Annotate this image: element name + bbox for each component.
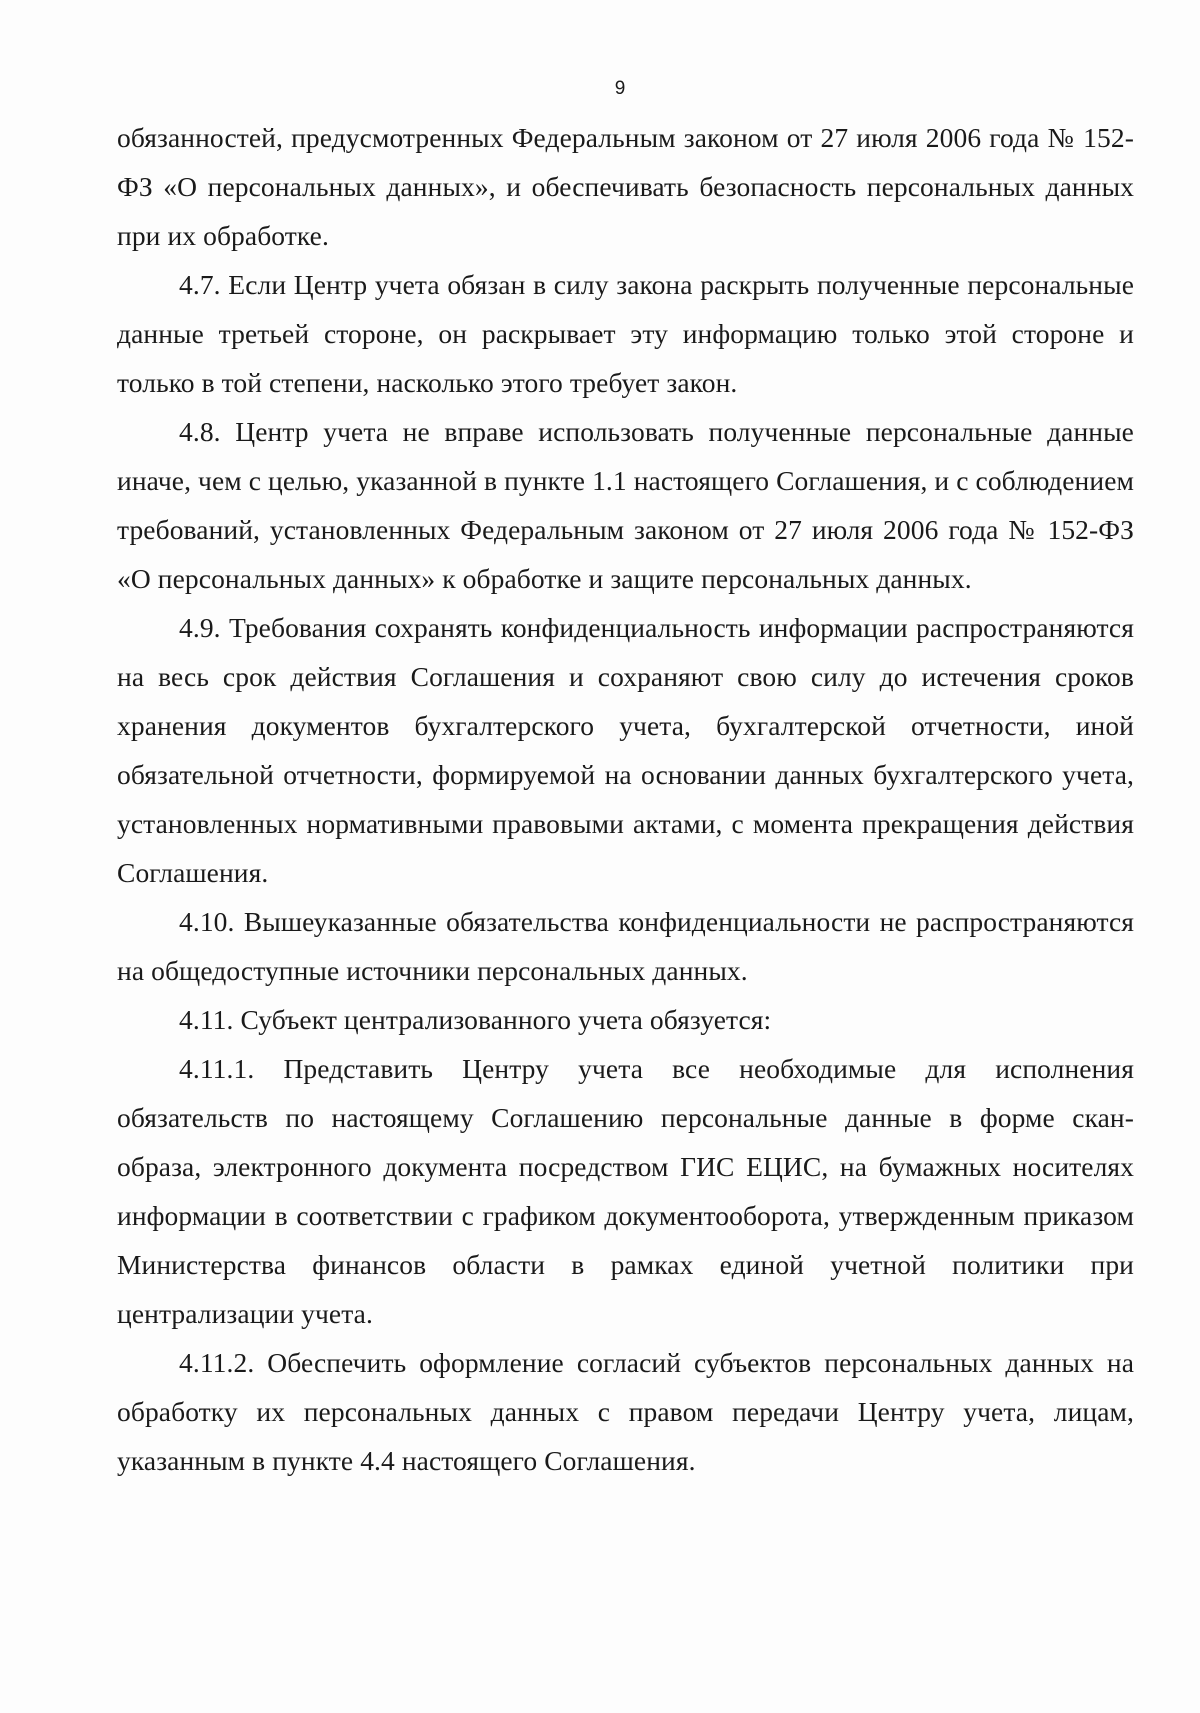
paragraph-4-7: 4.7. Если Центр учета обязан в силу закона раскрыть полученные персональные данные третьей стороне, он раскрывает эту информацию только этой стороне и только в той степени, насколько этого требует закон. [117, 269, 1134, 398]
document-body [117, 113, 1134, 1485]
paragraph-4-11: 4.11. Субъект централизованного учета обязуется: [179, 1004, 772, 1035]
paragraph-4-10: 4.10. Вышеуказанные обязательства конфиденциальности не распространяются на общедоступные источники персональных данных. [117, 906, 1134, 986]
paragraph-continuation: обязанностей, предусмотренных Федеральным законом от 27 июля 2006 года № 152-ФЗ «О персональных данных», и обеспечивать безопасность персональных данных при их обработке. [117, 122, 1134, 251]
paragraph-4-9: 4.9. Требования сохранять конфиденциальность информации распространяются на весь срок действия Соглашения и сохраняют свою силу до истечения сроков хранения документов бухгалтерского учета, бухгалтерской отчетности, иной обязательной отчетности, формируемой на основании данных бухгалтерского учета, установленных нормативными правовыми актами, с момента прекращения действия Соглашения. [117, 612, 1134, 888]
page-number: 9 [614, 78, 626, 99]
paragraph-4-11-2: 4.11.2. Обеспечить оформление согласий субъектов персональных данных на обработку их персональных данных с правом передачи Центру учета, лицам, указанным в пункте 4.4 настоящего Соглашения. [117, 1347, 1134, 1476]
paragraph-4-8: 4.8. Центр учета не вправе использовать полученные персональные данные иначе, чем с целью, указанной в пункте 1.1 настоящего Соглашения, и с соблюдением требований, установленных Федеральным законом от 27 июля 2006 года № 152-ФЗ «О персональных данных» к обработке и защите персональных данных. [117, 416, 1134, 594]
paragraph-4-11-1: 4.11.1. Представить Центру учета все необходимые для исполнения обязательств по настоящему Соглашению персональные данные в форме скан-образа, электронного документа посредством ГИС ЕЦИС, на бумажных носителях информации в соответствии с графиком документооборота, утвержденным приказом Министерства финансов области в рамках единой учетной политики при централизации учета. [117, 1053, 1134, 1329]
